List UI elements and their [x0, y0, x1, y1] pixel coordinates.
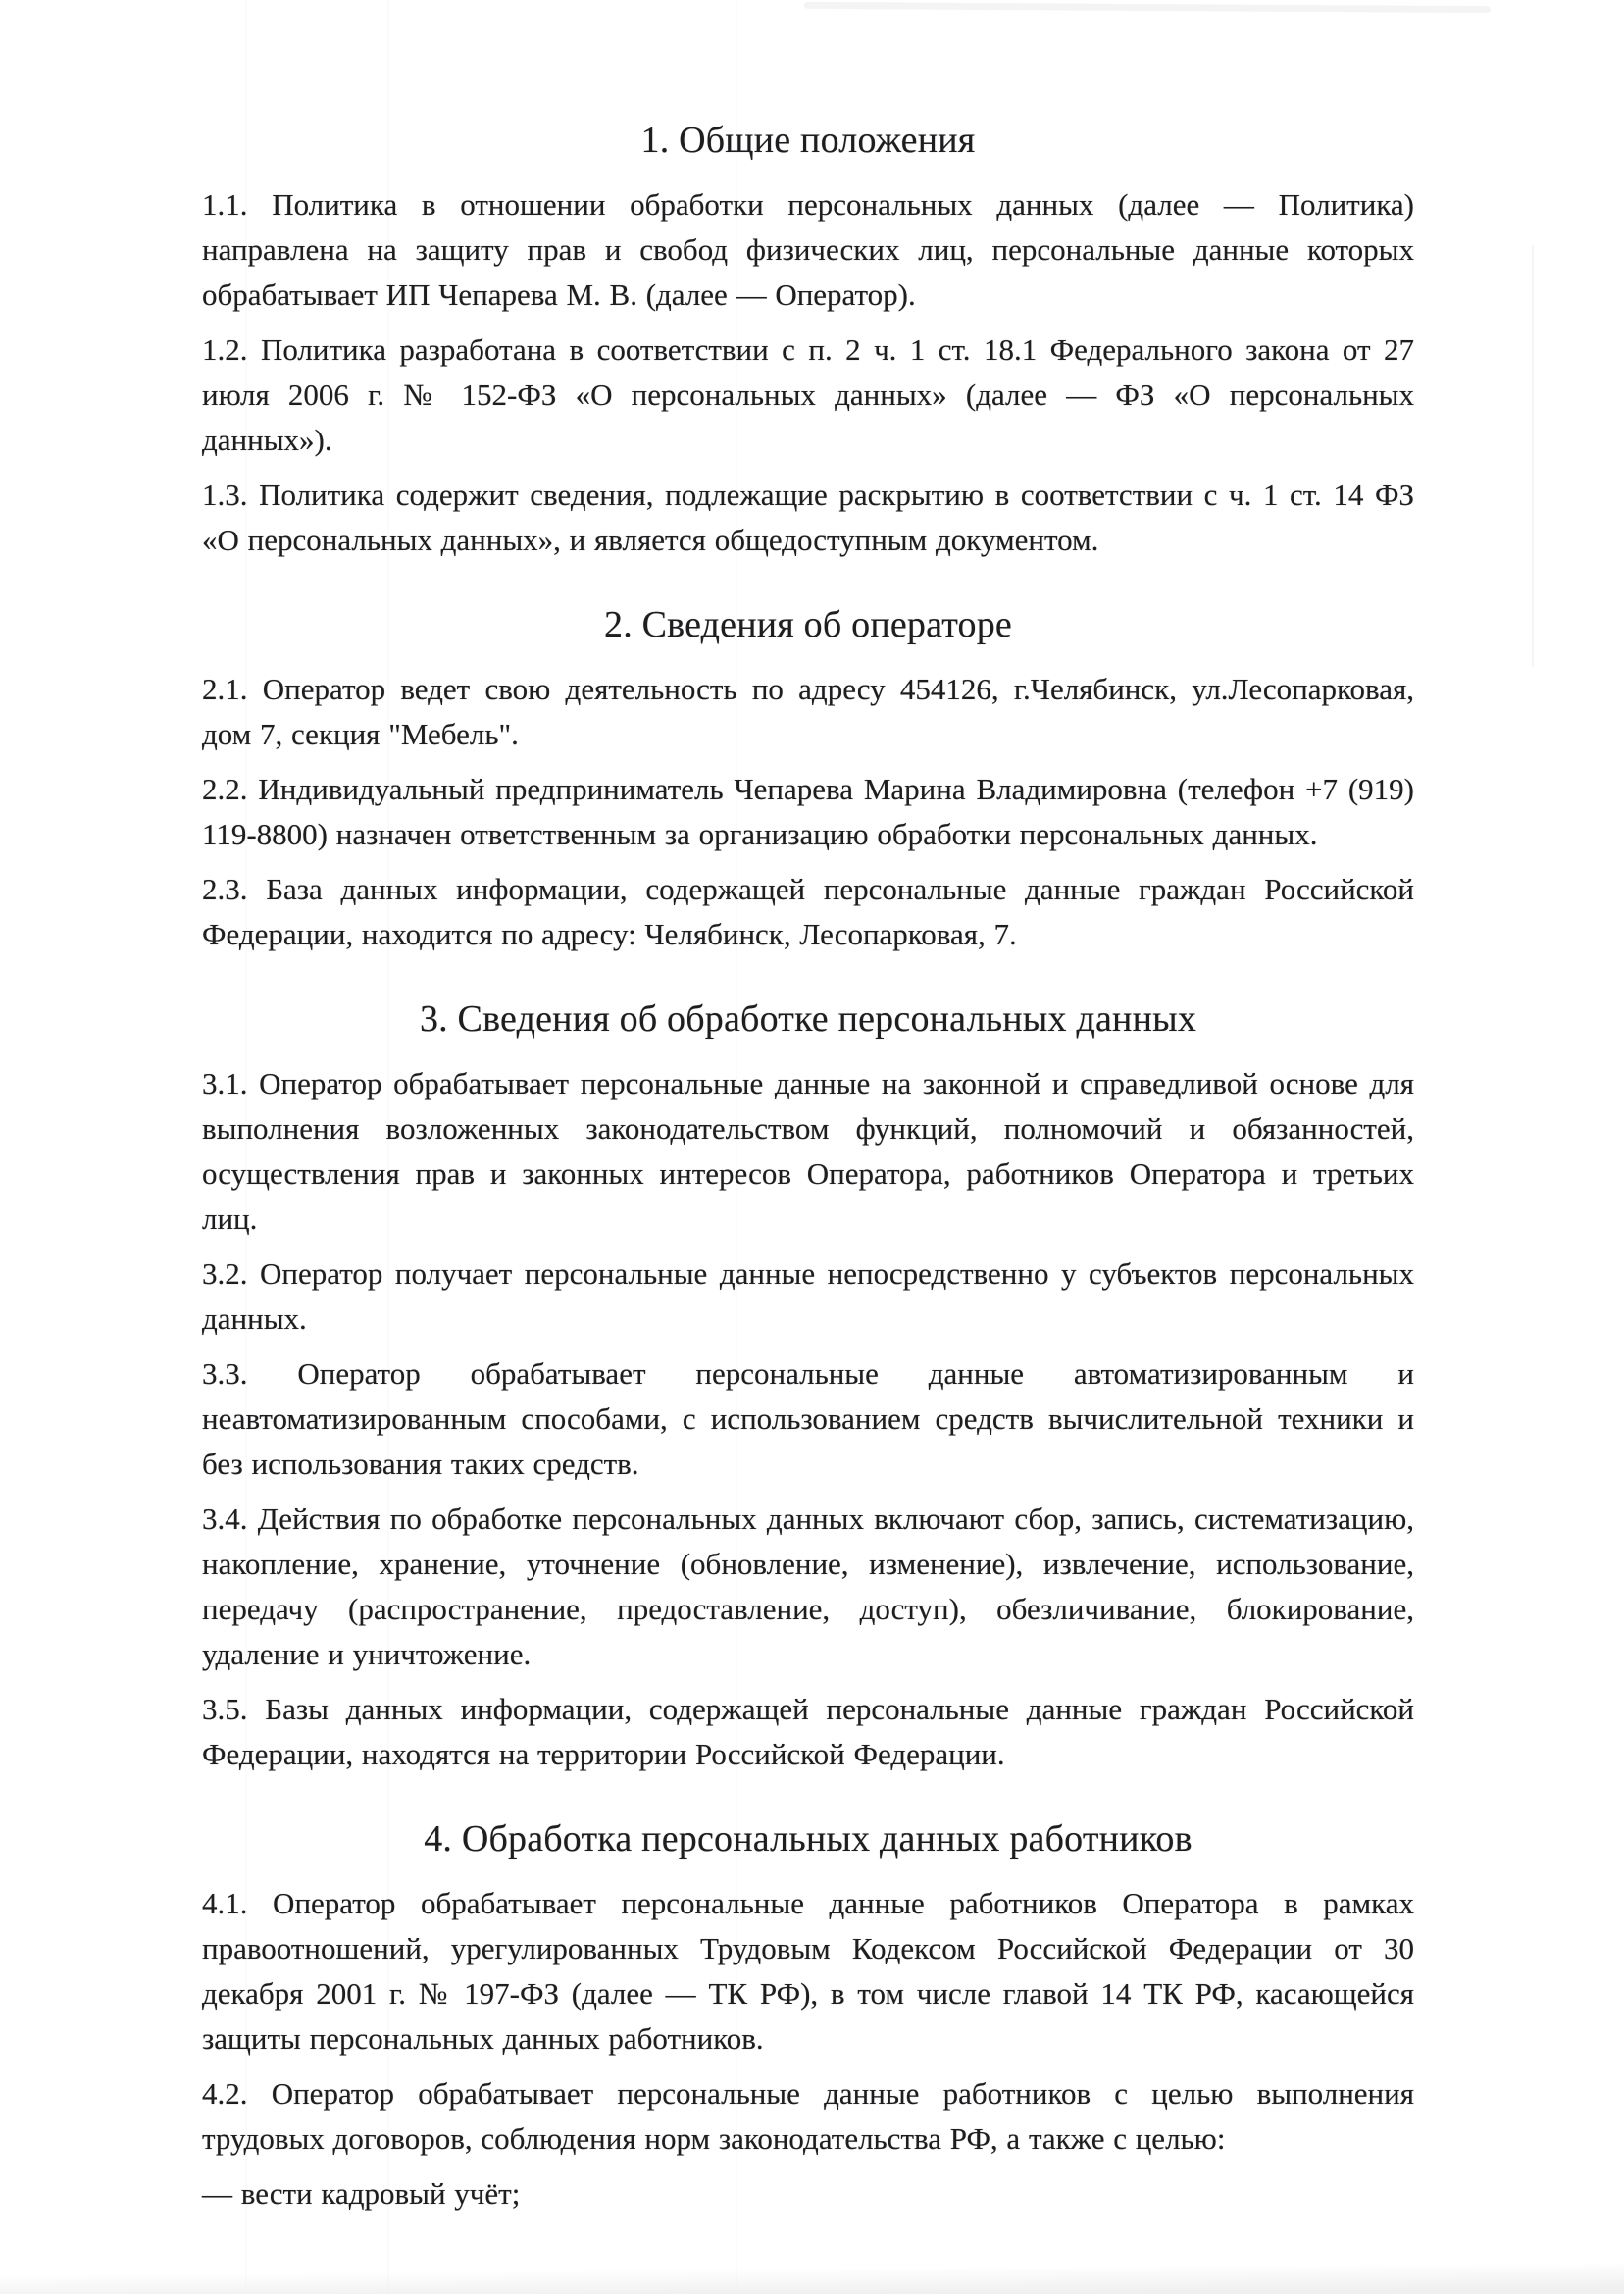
section-title: 3. Сведения об обработке персональных данных — [419, 998, 1197, 1040]
section-general-provisions — [202, 120, 1414, 563]
paragraph-3-2: 3.2. Оператор получает персональные данные непосредственно у субъектов персональных данных. — [202, 1256, 1414, 1336]
document-content — [202, 120, 1414, 2226]
section-title: 2. Сведения об операторе — [604, 604, 1012, 645]
paragraph-3-5: 3.5. Базы данных информации, содержащей персональные данные граждан Российской Федерации, находятся на территории Российской Федерации. — [202, 1692, 1414, 1771]
paragraph-2-3: 2.3. База данных информации, содержащей персональные данные граждан Российской Федерации, находится по адресу: Челябинск, Лесопарковая, 7. — [202, 872, 1414, 951]
paragraph-3-1: 3.1. Оператор обрабатывает персональные данные на законной и справедливой основе для выполнения возложенных законодательством функций, полномочий и обязанностей, осуществления прав и законных интересов Оператора, работников Оператора и третьих лиц. — [202, 1066, 1414, 1236]
paragraph-1-2: 1.2. Политика разработана в соответствии с п. 2 ч. 1 ст. 18.1 Федерального закона от 27 июля 2006 г. № 152-ФЗ «О персональных данных» (далее — ФЗ «О персональных данных»). — [202, 332, 1414, 457]
paragraph-1-1: 1.1. Политика в отношении обработки персональных данных (далее — Политика) направлена на защиту прав и свобод физических лиц, персональные данные которых обрабатывает ИП Чепарева М. В. (далее — Оператор). — [202, 187, 1414, 312]
list-item-hr-records: — вести кадровый учёт; — [202, 2176, 521, 2211]
section-processing-info — [202, 998, 1414, 1777]
section-operator-info — [202, 604, 1414, 957]
paragraph-1-3: 1.3. Политика содержит сведения, подлежащие раскрытию в соответствии с ч. 1 ст. 14 ФЗ «О персональных данных», и является общедоступным документом. — [202, 478, 1414, 557]
paragraph-4-1: 4.1. Оператор обрабатывает персональные данные работников Оператора в рамках правоотношений, урегулированных Трудовым Кодексом Российской Федерации от 30 декабря 2001 г. № 197-ФЗ (далее — ТК РФ), в том числе главой 14 ТК РФ, касающейся защиты персональных данных работников. — [202, 1886, 1414, 2056]
scan-edge-mark — [1532, 245, 1534, 667]
section-employee-data — [202, 1818, 1414, 2217]
paragraph-2-2: 2.2. Индивидуальный предприниматель Чепарева Марина Владимировна (телефон +7 (919) 119-8800) назначен ответственным за организацию обработки персональных данных. — [202, 772, 1414, 851]
paragraph-3-3: 3.3. Оператор обрабатывает персональные данные автоматизированным и неавтоматизированным способами, с использованием средств вычислительной техники и без использования таких средств. — [202, 1356, 1414, 1481]
paragraph-4-2: 4.2. Оператор обрабатывает персональные данные работников с целью выполнения трудовых договоров, соблюдения норм законодательства РФ, а также с целью: — [202, 2076, 1414, 2156]
section-title: 4. Обработка персональных данных работников — [424, 1818, 1193, 1860]
paragraph-3-4: 3.4. Действия по обработке персональных данных включают сбор, запись, систематизацию, накопление, хранение, уточнение (обновление, изменение), извлечение, использование, передачу (распространение, предоставление, доступ), обезличивание, блокирование, удаление и уничтожение. — [202, 1502, 1414, 1671]
paragraph-2-1: 2.1. Оператор ведет свою деятельность по адресу 454126, г.Челябинск, ул.Лесопарковая, дом 7, секция "Мебель". — [202, 672, 1414, 751]
scan-bottom-shadow — [0, 2262, 1624, 2294]
scan-top-streak — [804, 2, 1491, 13]
section-title: 1. Общие положения — [640, 120, 976, 161]
